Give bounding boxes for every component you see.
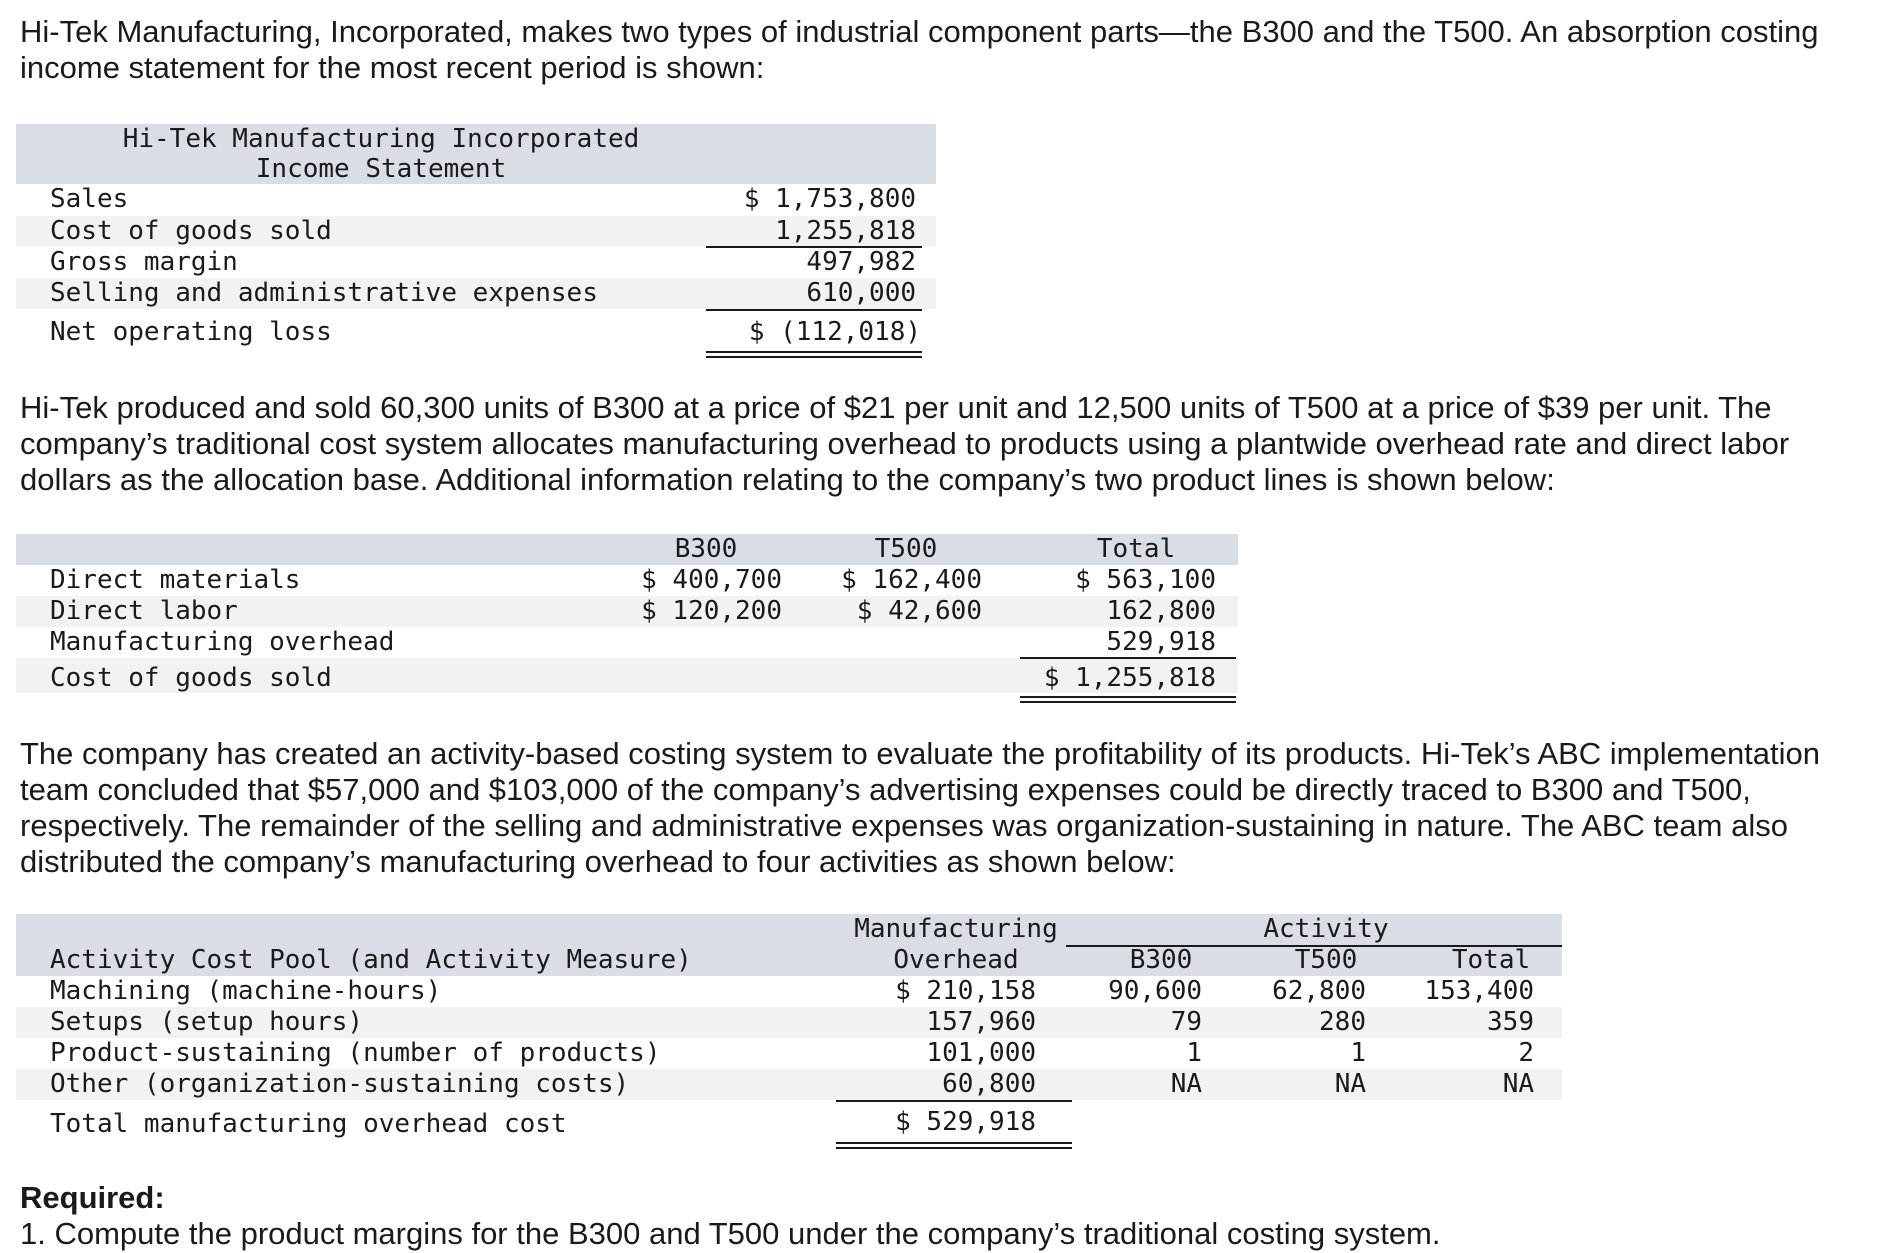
activity-row-label: Machining (machine-hours)	[50, 976, 442, 1006]
t500-value: 62,800	[1272, 976, 1366, 1006]
income-row-value: 610,000	[806, 278, 916, 308]
subtotal-rule	[1020, 657, 1236, 659]
total-value: NA	[1502, 1069, 1534, 1099]
income-row-value: 497,982	[806, 247, 916, 277]
abc-paragraph: The company has created an activity-based costing system to evaluate the profitability of its products. Hi-Tek’s ABC implementation team concluded that $57,000 and $103,000 of the company’s advertising expenses could be directly traced to B300 and T500, respectively. The remainder of the selling and administrative expenses was organization-sustaining in nature. The ABC team also distributed the company’s manufacturing overhead to four activities as shown below:	[20, 736, 1821, 879]
b300-value: $ 400,700	[641, 565, 782, 595]
t500-value: 1	[1350, 1038, 1366, 1068]
activity-row-label: Other (organization-sustaining costs)	[50, 1069, 630, 1099]
product-row-label: Direct labor	[50, 596, 238, 626]
b300-value: NA	[1170, 1069, 1202, 1099]
income-row-label: Selling and administrative expenses	[50, 278, 598, 308]
header-t500: T500	[1294, 945, 1358, 975]
intro-paragraph: Hi-Tek Manufacturing, Incorporated, makes two types of industrial component parts—the B300 and the T500. An absorption costing income statement for the most recent period is shown:	[20, 14, 1819, 85]
b300-value: 79	[1170, 1007, 1202, 1037]
activity-row-label: Product-sustaining (number of products)	[50, 1038, 661, 1068]
product-row-label: Manufacturing overhead	[50, 627, 395, 657]
b300-value: $ 120,200	[641, 596, 782, 626]
header-b300: B300	[1129, 945, 1193, 975]
header-activity: Activity	[1263, 914, 1389, 944]
header-mo-line2: Overhead	[893, 945, 1019, 975]
overhead-value: $ 210,158	[895, 976, 1036, 1006]
b300-value: 1	[1186, 1038, 1202, 1068]
income-row-label: Sales	[50, 184, 129, 214]
t500-value: $ 42,600	[856, 596, 982, 626]
income-statement-table	[16, 124, 936, 359]
header-pool: Activity Cost Pool (and Activity Measure)	[50, 945, 692, 975]
total-value: $ 1,255,818	[1043, 663, 1216, 693]
overhead-value: $ 529,918	[895, 1107, 1036, 1137]
header-b300: B300	[674, 534, 738, 564]
total-value: 2	[1518, 1038, 1534, 1068]
total-value: 359	[1487, 1007, 1534, 1037]
required-label: Required:	[20, 1180, 165, 1215]
income-row-value: $ (112,018)	[748, 317, 921, 347]
subtotal-rule	[836, 1100, 1072, 1102]
overhead-value: 157,960	[926, 1007, 1036, 1037]
income-row-label: Net operating loss	[50, 317, 332, 347]
t500-value: $ 162,400	[841, 565, 982, 595]
units-paragraph: Hi-Tek produced and sold 60,300 units of B300 at a price of $21 per unit and 12,500 units of T500 at a price of $39 per unit. The company’s traditional cost system allocates manufacturing overhead to products using a plantwide overhead rate and direct labor dollars as the allocation base. Additional information relating to the company’s two product lines is shown below:	[20, 390, 1790, 497]
activity-row-label: Setups (setup hours)	[50, 1007, 364, 1037]
income-row-label: Cost of goods sold	[50, 216, 332, 246]
required-item-1: 1. Compute the product margins for the B300 and T500 under the company’s traditional costing system.	[20, 1216, 1441, 1251]
header-t500: T500	[874, 534, 938, 564]
subtotal-rule	[706, 309, 922, 311]
activity-cost-table	[16, 914, 1562, 1154]
activity-row-label: Total manufacturing overhead cost	[50, 1109, 567, 1139]
income-statement-subtitle: Income Statement	[255, 154, 507, 184]
overhead-value: 60,800	[942, 1069, 1036, 1099]
total-value: 529,918	[1106, 627, 1216, 657]
total-double-rule	[1020, 696, 1236, 703]
total-value: $ 563,100	[1075, 565, 1216, 595]
overhead-value: 101,000	[926, 1038, 1036, 1068]
income-row-value: $ 1,753,800	[743, 184, 916, 214]
total-value: 162,800	[1106, 596, 1216, 626]
income-row-label: Gross margin	[50, 247, 238, 277]
total-double-rule	[836, 1142, 1072, 1149]
header-mo-line1: Manufacturing	[854, 914, 1058, 944]
product-cost-table	[16, 534, 1238, 704]
total-value: 153,400	[1424, 976, 1534, 1006]
product-row-label: Direct materials	[50, 565, 301, 595]
t500-value: 280	[1319, 1007, 1366, 1037]
income-statement-title: Hi-Tek Manufacturing Incorporated	[122, 124, 640, 154]
header-total: Total	[1096, 534, 1176, 564]
total-double-rule	[706, 351, 922, 358]
header-total: Total	[1451, 945, 1531, 975]
income-row-value: 1,255,818	[775, 216, 916, 246]
b300-value: 90,600	[1108, 976, 1202, 1006]
t500-value: NA	[1334, 1069, 1366, 1099]
product-row-label: Cost of goods sold	[50, 663, 332, 693]
